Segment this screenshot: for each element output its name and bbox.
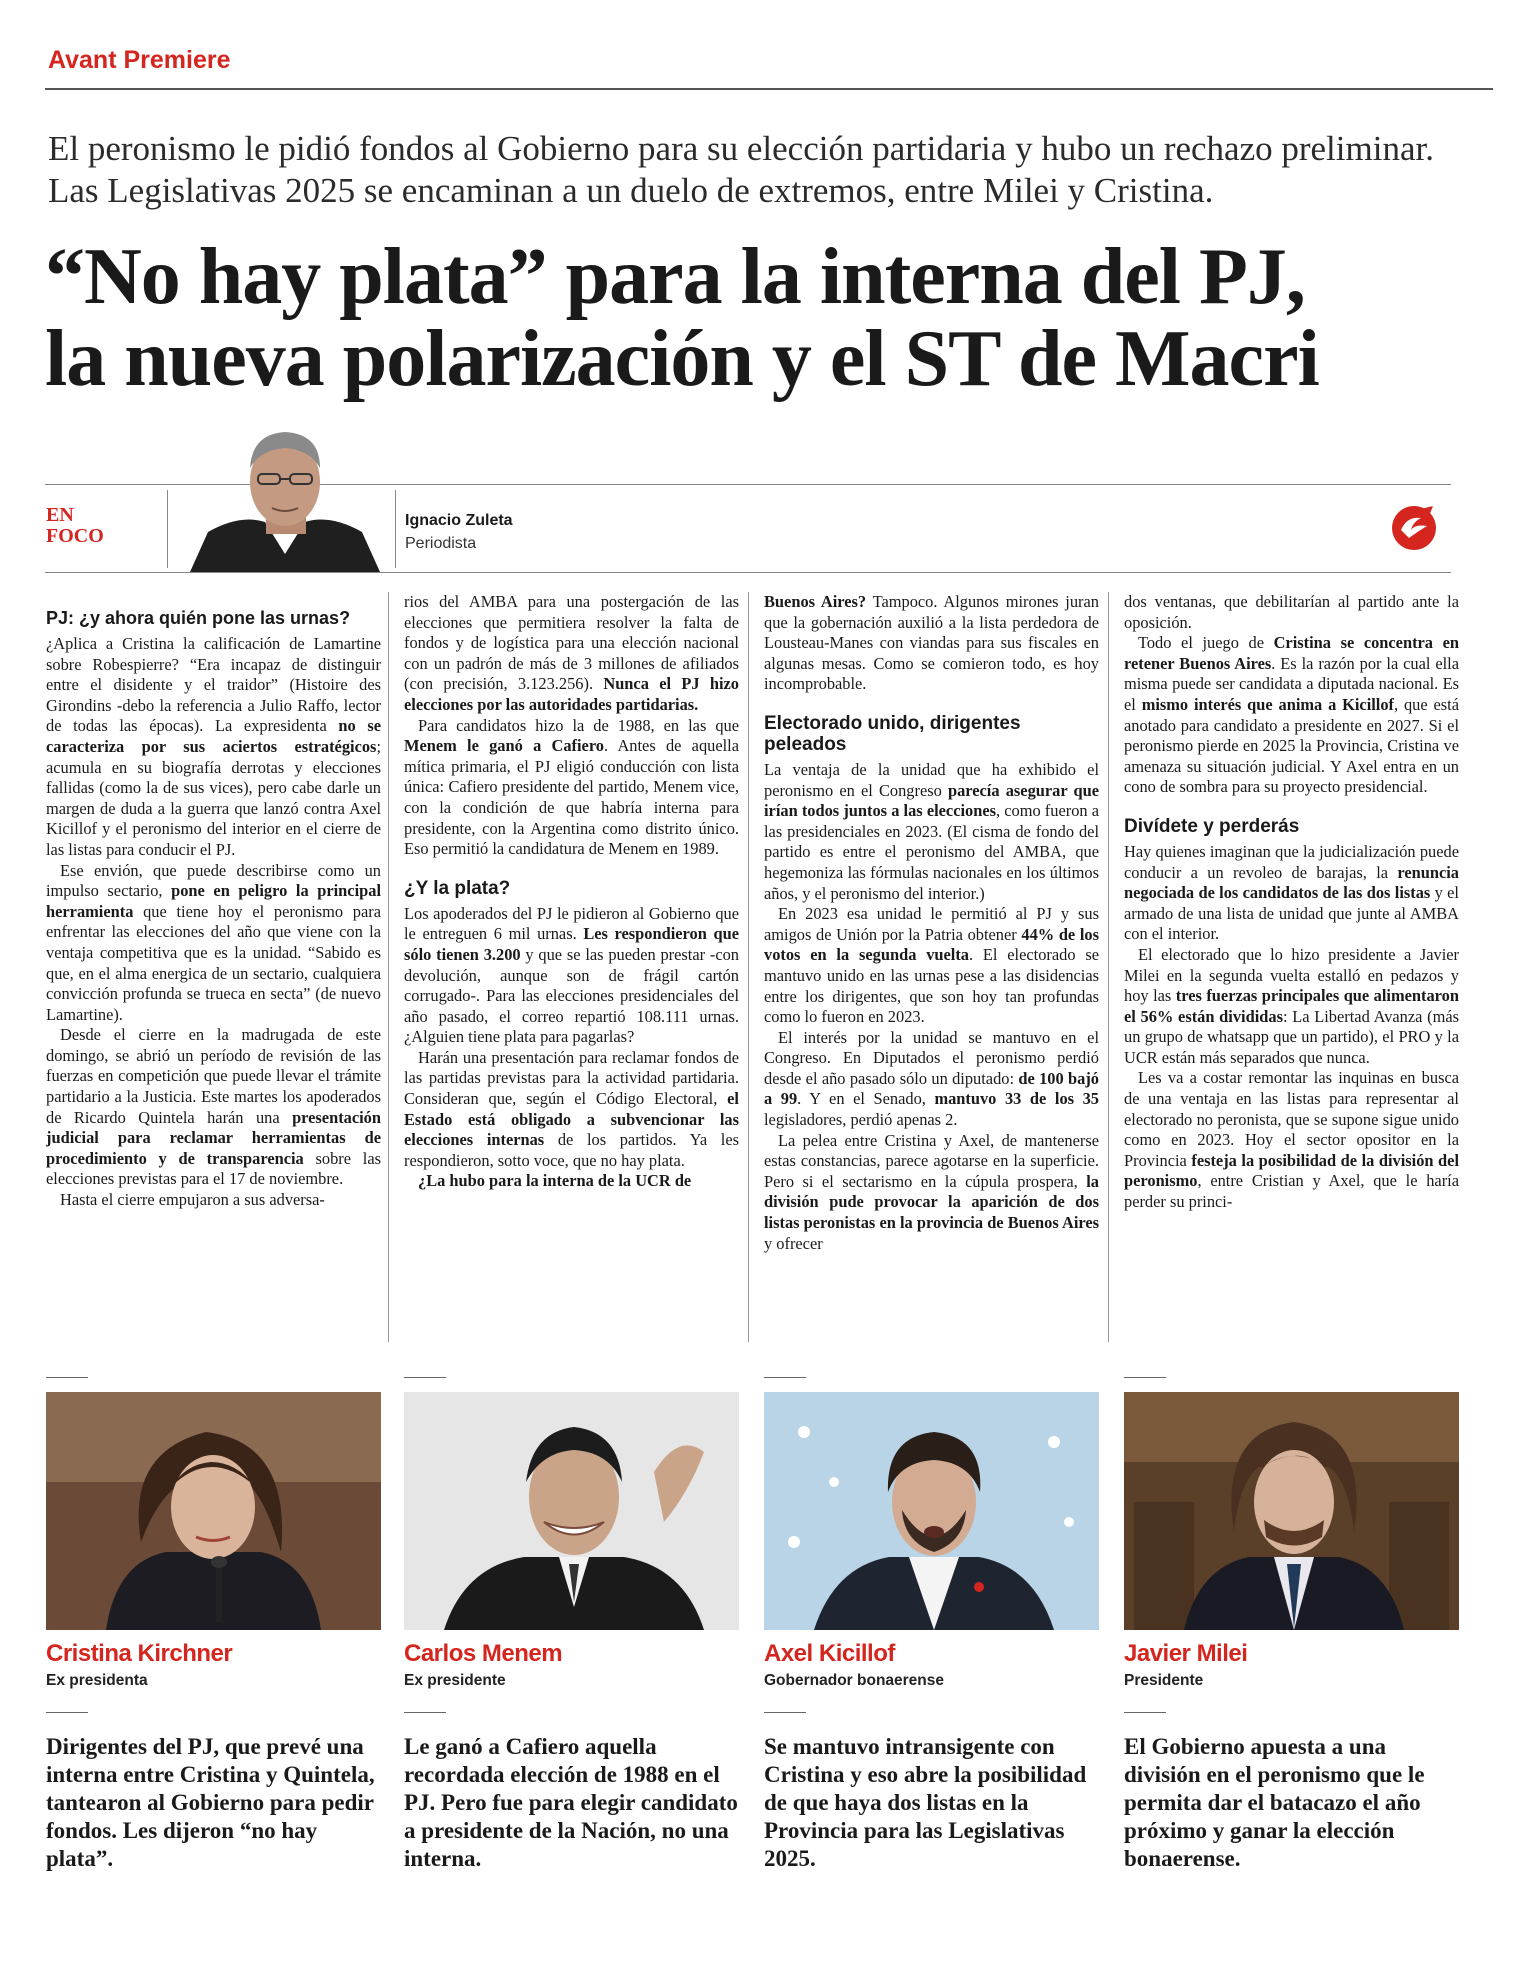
profile-quote: Dirigentes del PJ, que prevé una interna entre Cristina y Quintela, tantearon al Gobierno para pedir fondos. Les dijeron “no hay plata”. — [46, 1734, 375, 1871]
byline-divider-left — [167, 490, 168, 568]
en-foco-label — [46, 505, 104, 547]
paragraph: La pelea entre Cristina y Axel, de mantenerse estas constancias, parece agotarse en la superficie. Pero si el sectarismo en la cúpula prospera, la división pude provocar la aparición de dos listas peronistas en la provincia de Buenos Aires y ofrecer — [764, 1130, 1099, 1253]
headline-line-1: “No hay plata” para la interna del PJ, — [45, 233, 1305, 321]
paragraph: ¿La hubo para la interna de la UCR de — [418, 1171, 692, 1191]
photo-axel-kicillof — [764, 1392, 1099, 1630]
quote-rule — [1124, 1712, 1166, 1713]
kicker: El peronismo le pidió fondos al Gobierno para su elección partidaria y hubo un rechazo preliminar. Las Legislativas 2025 se encaminan a un duelo de extremos, entre Milei y Cristina. — [48, 129, 1434, 210]
profile-rule — [46, 1377, 88, 1378]
profile-name: Carlos Menem — [404, 1640, 563, 1667]
subhead-1: PJ: ¿y ahora quién pone las urnas? — [46, 608, 351, 628]
profile-role: Ex presidente — [404, 1672, 506, 1689]
column-divider-1 — [388, 592, 389, 1342]
paragraph: Ese envión, que puede describirse como un impulso sectario, pone en peligro la principal herramienta que tiene hoy el peronismo para enfrentar las elecciones del año que viene con la ventaja competitiva que es la unidad. “Sabido es que, en el alma energica de un sectario, cualquiera convicción profunda se trueca en secta” (de nuevo Lamartine). — [46, 860, 381, 1024]
paragraph: Para candidatos hizo la de 1988, en las que Menem le ganó a Cafiero. Antes de aquella mítica primaria, el PJ eligió conducción con lista única: Cafiero presidente del partido, Menem vice, con la condición de que habría interna para presidente, con la Argentina como distrito único. Eso permitió la candidatura de Menem en 1989. — [404, 715, 739, 859]
quote-rule — [404, 1712, 446, 1713]
author-role: Periodista — [405, 535, 477, 552]
profile-name: Cristina Kirchner — [46, 1640, 233, 1667]
photo-javier-milei — [1124, 1392, 1459, 1630]
profile-role: Ex presidenta — [46, 1672, 148, 1689]
paragraph: El interés por la unidad se mantuvo en el Congreso. En Diputados el peronismo perdió desde el año pasado sólo un diputado: de 100 bajó a 99. Y en el Senado, mantuvo 33 de los 35 legisladores, perdió apenas 2. — [764, 1027, 1099, 1130]
paragraph: Hasta el cierre empujaron a sus adversa- — [60, 1190, 325, 1210]
paragraph: Todo el juego de Cristina se concentra en retener Buenos Aires. Es la razón por la cual ella misma puede ser candidata a diputada nacional. Es el mismo interés que anima a Kicillof, que está anotado para candidato a presidente en 2027. Si el peronismo pierde en 2025 la Provincia, Cristina ve amenaza su situación judicial. Y Axel entra en un cono de sombra para su proyecto presidencial. — [1124, 633, 1459, 797]
headline-line-2: la nueva polarización y el ST de Macri — [45, 315, 1319, 403]
byline-divider-right — [395, 490, 396, 568]
profile-name: Javier Milei — [1124, 1640, 1248, 1667]
paragraph: dos ventanas, que debilitarían al partido ante la oposición. — [1124, 592, 1459, 632]
en-foco-line-1: EN — [46, 504, 74, 526]
profile-quote: Se mantuvo intransigente con Cristina y eso abre la posibilidad de que haya dos listas en la Provincia para las Legislativas 2025. — [764, 1734, 1087, 1871]
profile-name: Axel Kicillof — [764, 1640, 895, 1667]
author-portrait — [180, 424, 390, 572]
section-tag: Avant Premiere — [48, 46, 231, 74]
column-divider-2 — [748, 592, 749, 1342]
paragraph: Desde el cierre en la madrugada de este domingo, se abrió un período de revisión de las fuerzas en competición que puede llevar el trámite partidario a la Justicia. Este martes los apoderados de Ricardo Quintela harán una presentación judicial para reclamar herramientas de procedimiento y de transparencia sobre las elecciones previstas para el 17 de noviembre. — [46, 1025, 381, 1189]
author-name: Ignacio Zuleta — [405, 512, 513, 529]
paragraph: Harán una presentación para reclamar fondos de las partidas previstas para la actividad partidaria. Consideran que, según el Código Electoral, el Estado está obligado a subvencionar las elecciones internas de los partidos. Ya les respondieron, sotto voce, que no hay plata. — [404, 1047, 739, 1170]
profile-quote: El Gobierno apuesta a una división en el peronismo que le permita dar el batacazo el año próximo y ganar la elección bonaerense. — [1124, 1734, 1425, 1871]
photo-cristina-kirchner — [46, 1392, 381, 1630]
subhead-2: ¿Y la plata? — [404, 877, 511, 899]
paragraph: En 2023 esa unidad le permitió al PJ y sus amigos de Unión por la Patria obtener 44% de los votos en la segunda vuelta. El electorado se mantuvo unido en las urnas pese a las disidencias entre los dirigentes, que son hoy tan profundas como lo fueron en 2023. — [764, 904, 1099, 1027]
profile-quote: Le ganó a Cafiero aquella recordada elección de 1988 en el PJ. Pero fue para elegir candidato a presidente de la Nación, no una interna. — [404, 1734, 738, 1871]
paragraph: El electorado que lo hizo presidente a Javier Milei en la segunda vuelta estalló en pedazos y hoy las tres fuerzas principales que alimentaron el 56% están divididas: La Libertad Avanza (más un grupo de whatsapp que un partido), el PRO y la UCR están más separados que nunca. — [1124, 944, 1459, 1067]
photo-carlos-menem — [404, 1392, 739, 1630]
paragraph: Los apoderados del PJ le pidieron al Gobierno que le entreguen 6 mil urnas. Les respondieron que sólo tienen 3.200 y que se las pueden prestar -con devolución, aunque son de frágil cartón corrugado-. Para las elecciones presidenciales del año pasado, el correo repartió 108.111 urnas. ¿Alguien tiene plata para pagarlas? — [404, 903, 739, 1047]
profile-role: Presidente — [1124, 1672, 1204, 1689]
profile-rule — [764, 1377, 806, 1378]
profile-role: Gobernador bonaerense — [764, 1672, 945, 1689]
top-rule — [45, 88, 1493, 90]
paragraph: ¿Aplica a Cristina la calificación de Lamartine sobre Robespierre? “Era incapaz de distinguir entre el disidente y el traidor” (Histoire des Girondins -debo la referencia a Julio Raffo, lector de todas las épocas). La expresidenta no se caracteriza por sus aciertos estratégicos; acumula en su biografía derrotas y elecciones fallidas (como la de sus vices), pero cabe darle un margen de duda a la guerra que lanzó contra Axel Kicillof y el peronismo del interior en el cierre de las listas para conducir el PJ. — [46, 634, 381, 859]
paragraph: Les va a costar remontar las inquinas en busca de una ventaja en las listas para representar al electorado no peronista, que se supone sigue unido como en 2023. Hoy el sector opositor en la Provincia festeja la posibilidad de la división del peronismo, entre Cristian y Axel, que le haría perder su princi- — [1124, 1068, 1459, 1212]
en-foco-line-2: FOCO — [46, 525, 104, 547]
paragraph: Hay quienes imaginan que la judicialización puede conducir a un revoleo de barajas, la renuncia negociada de los candidatos de las dos listas y el armado de una lista de unidad que junte al AMBA con el interior. — [1124, 841, 1459, 944]
article-column-1 — [46, 592, 381, 1344]
headline — [45, 233, 1485, 403]
article-column-4 — [1124, 592, 1459, 1344]
quote-rule — [764, 1712, 806, 1713]
column-divider-3 — [1108, 592, 1109, 1342]
article-column-2 — [404, 592, 739, 1344]
quote-rule — [46, 1712, 88, 1713]
subhead-4: Divídete y perderás — [1124, 815, 1300, 837]
subhead-3: Electorado unido, dirigentes peleados — [764, 712, 1021, 755]
profile-rule — [1124, 1377, 1166, 1378]
paragraph: rios del AMBA para una postergación de las elecciones que permitiera resolver la falta de fondos y de logística para una elección nacional con un padrón de más de 3 millones de afiliados (con precisión, 3.123.256). Nunca el PJ hizo elecciones por las autoridades partidarias. — [404, 592, 739, 714]
byline-rule-bottom — [45, 572, 1451, 573]
profile-rule — [404, 1377, 446, 1378]
newspaper-logo-icon — [1389, 502, 1439, 552]
paragraph: Buenos Aires? Tampoco. Algunos mirones juran que la gobernación auxilió a la lista perdedora de Lousteau-Manes con viandas para sus fiscales en algunas mesas. Como se comieron todo, es hoy incomprobable. — [764, 592, 1099, 694]
article-column-3 — [764, 592, 1099, 1344]
paragraph: La ventaja de la unidad que ha exhibido el peronismo en el Congreso parecía asegurar que irían todos juntos a las elecciones, como fueron a las presidenciales en 2023. (El cisma de fondo del partido es entre el peronismo del AMBA, que hegemoniza las fórmulas nacionales en los últimos años, y el peronismo del interior.) — [764, 759, 1099, 903]
